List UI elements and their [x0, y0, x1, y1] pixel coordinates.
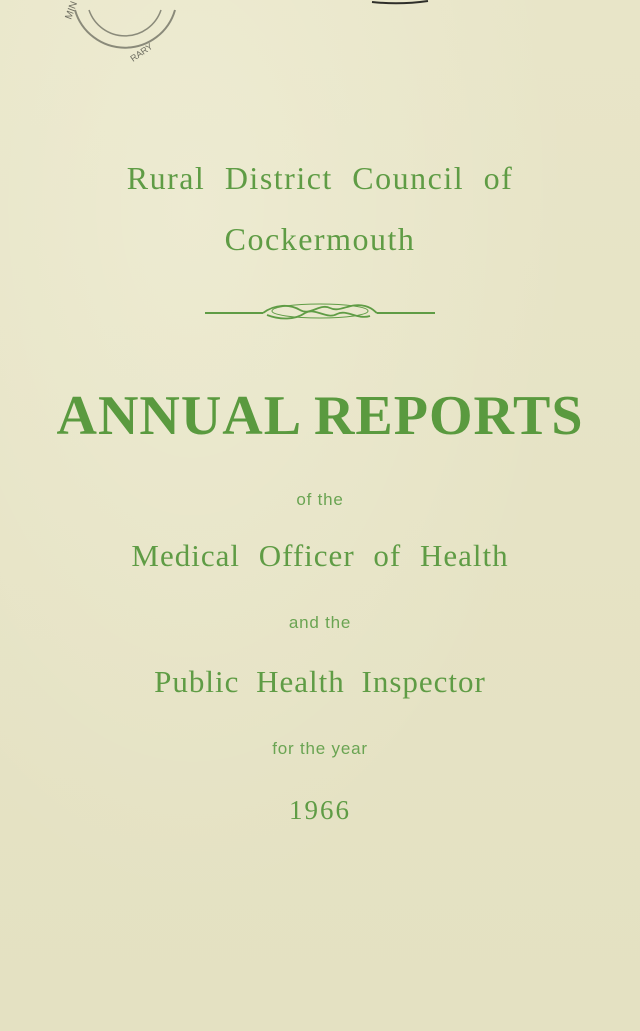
inspector-heading: Public Health Inspector: [154, 664, 486, 699]
and-the-text: and the: [288, 613, 352, 632]
for-the-year-text: for the year: [272, 739, 368, 758]
stamp-fragment-left: MIN: [63, 0, 81, 22]
of-the-text: of the: [296, 490, 344, 509]
medical-officer-heading: Medical Officer of Health: [131, 538, 509, 573]
report-title: ANNUAL REPORTS: [56, 385, 584, 447]
scratch-mark: [370, 0, 430, 6]
ornament-divider-icon: [205, 298, 435, 326]
stamp-fragment-bottom: RARY: [128, 41, 155, 64]
report-year: 1966: [289, 795, 351, 825]
council-line: Rural District Council of: [126, 160, 514, 196]
town-name: Cockermouth: [224, 221, 416, 257]
library-stamp-icon: [55, 0, 195, 80]
